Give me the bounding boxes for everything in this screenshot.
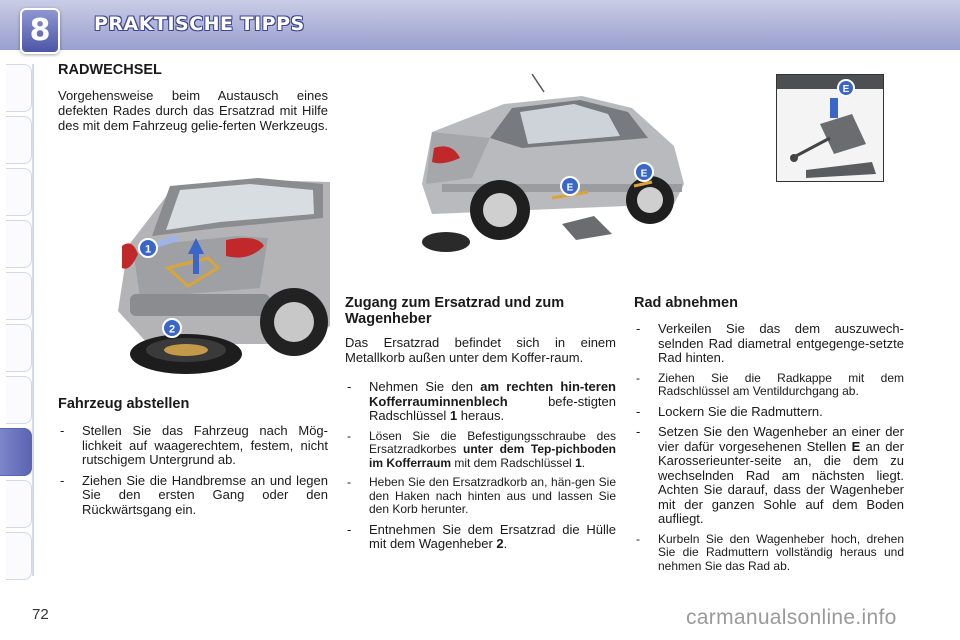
chapter-tab-10[interactable] — [6, 532, 32, 580]
callout-label-1: 1 — [144, 243, 152, 256]
chapter-tab-5[interactable] — [6, 272, 32, 320]
radwechsel-intro: Vorgehensweise beim Austausch eines defekten Rades durch das Ersatzrad mit Hilfe des mit dem Fahrzeug gelie-ferten Werkzeugs. — [58, 88, 328, 133]
callout-jack-point-e-rear: E — [640, 168, 648, 180]
zugang-title-line-1: Zugang zum Ersatzrad und zum — [345, 295, 565, 311]
section-title-abstellen: Fahrzeug abstellen — [58, 396, 190, 412]
callout-label-2: 2 — [168, 323, 176, 336]
callout-jack-e-detail: E — [842, 84, 850, 95]
chapter-number-badge: 8 — [20, 8, 60, 54]
chapter-tab-rail — [0, 64, 34, 576]
chapter-tab-7[interactable] — [6, 376, 32, 424]
abnehmen-item-5: - Kurbeln Sie den Wagenheber hoch, drehen Sie die Radmuttern vollständig heraus und nehmen Sie das Rad ab. — [634, 533, 904, 574]
abstellen-item-2: - Ziehen Sie die Handbremse an und legen Sie den ersten Gang oder den Rückwärtsgang ein. — [58, 474, 328, 518]
abnehmen-item-4: - Setzen Sie den Wagenheber an einer der vier dafür vorgesehenen Stellen E an der Karosserieunter-seite an, die dem zu wechselnden Rad am nächsten liegt. Achten Sie darauf, dass der Wagenheber mit der ganzen Sohle auf dem Boden aufliegt. — [634, 425, 904, 527]
abstellen-item-1: - Stellen Sie das Fahrzeug nach Mög-lichkeit auf waagerechtem, festem, nicht rutschigem Untergrund ab. — [58, 424, 328, 468]
chapter-tab-9[interactable] — [6, 480, 32, 528]
section-title-radwechsel: RADWECHSEL — [58, 62, 162, 78]
zugang-title-line-2: Wagenheber — [345, 311, 432, 327]
abnehmen-item-3: - Lockern Sie die Radmuttern. — [634, 405, 904, 420]
chapter-tab-4[interactable] — [6, 220, 32, 268]
chapter-tab-2[interactable] — [6, 116, 32, 164]
zugang-item-1: - Nehmen Sie den am rechten hin-teren Kofferrauminnenblech befe-stigten Radschlüssel 1 heraus. — [345, 380, 616, 424]
section-title-zugang — [345, 295, 564, 327]
chapter-tab-1[interactable] — [6, 64, 32, 112]
callout-jack-point-e-front: E — [566, 182, 574, 194]
illustration-car-rear-spare-wheel — [108, 176, 330, 376]
chapter-tab-8-active[interactable] — [0, 428, 32, 476]
illustration-jack-detail — [776, 74, 884, 182]
abstellen-list — [58, 424, 328, 523]
zugang-list — [345, 380, 616, 558]
zugang-item-4: - Entnehmen Sie dem Ersatzrad die Hülle mit dem Wagenheber 2. — [345, 523, 616, 552]
abnehmen-item-2: - Ziehen Sie die Radkappe mit dem Radschlüssel am Ventildurchgang ab. — [634, 372, 904, 399]
abnehmen-list — [634, 322, 904, 579]
section-title-abnehmen: Rad abnehmen — [634, 295, 738, 311]
chapter-tab-3[interactable] — [6, 168, 32, 216]
page-number: 72 — [32, 606, 49, 623]
zugang-item-3: - Heben Sie den Ersatzradkorb an, hän-gen Sie den Haken nach hinten aus und lassen Sie den Korb herunter. — [345, 476, 616, 517]
illustration-car-side-jack-points — [412, 74, 694, 262]
chapter-title: PRAKTISCHE TIPPS — [94, 13, 305, 35]
chapter-tab-6[interactable] — [6, 324, 32, 372]
zugang-item-2: - Lösen Sie die Befestigungsschraube des Ersatzradkorbes unter dem Tep-pichboden im Kofferraum mit dem Radschlüssel 1. — [345, 430, 616, 471]
zugang-intro: Das Ersatzrad befindet sich in einem Metallkorb außen unter dem Koffer-raum. — [345, 335, 616, 365]
abnehmen-item-1: - Verkeilen Sie das dem auszuwech-selnden Rad diametral entgegenge-setzte Rad hinten. — [634, 322, 904, 366]
watermark: carmanualsonline.info — [686, 606, 897, 629]
